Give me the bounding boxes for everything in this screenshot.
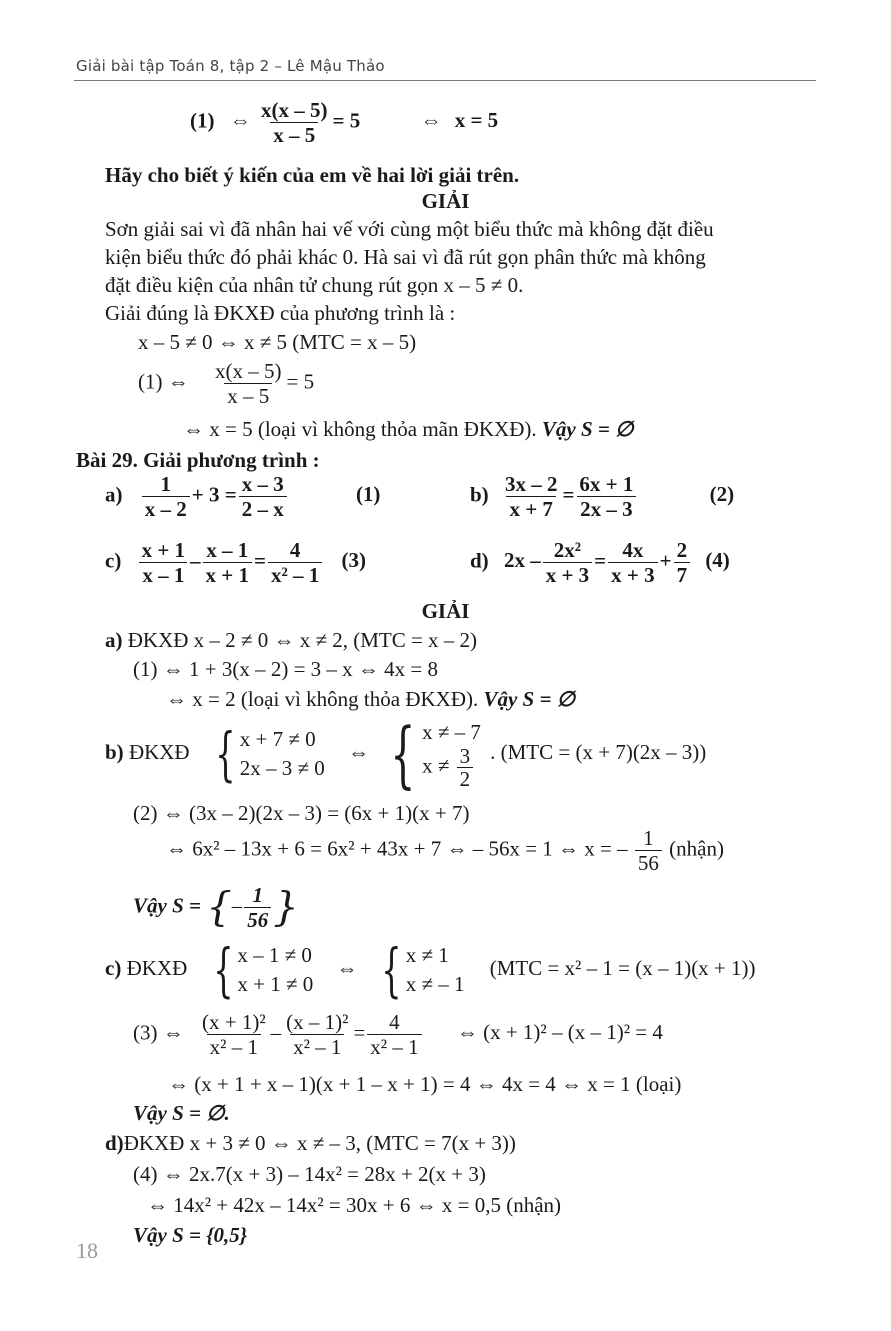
heading-giai-2: GIẢI	[421, 599, 470, 623]
fraction: $\frac{x(x - 5)}{x - 5}$	[261, 98, 328, 147]
sol-c-line-1: c) ĐKXĐ { x – 1 ≠ 0 x + 1 ≠ 0 ⇔ { x ≠ 1 x ≠ – 1 (MTC = x² – 1 = (x – 1)(x + 1))	[105, 936, 756, 1005]
sol-b-line-3: ⇔ 6x² – 13x + 6 = 6x² + 43x + 7 ⇔ – 56x = 1 ⇔ x = – $\frac{1}{56}$ (nhận)	[166, 826, 724, 875]
brace-left-icon: {	[206, 884, 232, 931]
fraction: $\frac{x - 1}{x + 1}$	[203, 538, 252, 587]
paragraph-line: đặt điều kiện của nhân tử chung rút gọn x – 5 ≠ 0.	[105, 273, 524, 297]
fraction: $\frac{3x - 2}{x + 7}$	[504, 472, 558, 521]
system-of-solutions: { x ≠ 1 x ≠ – 1	[381, 936, 465, 1005]
fraction: $\frac{4x}{x + 3}$	[608, 538, 657, 587]
exercise-title: Bài 29. Giải phương trình :	[76, 448, 320, 472]
heading-giai-1: GIẢI	[421, 189, 470, 213]
paragraph-line: kiện biểu thức đó phải khác 0. Hà sai vì đã rút gọn phân thức mà không	[105, 245, 706, 269]
correct-intro: Giải đúng là ĐKXĐ của phương trình là :	[105, 301, 456, 325]
sol-d-line-3: ⇔ 14x² + 42x – 14x² = 30x + 6 ⇔ x = 0,5 (nhận)	[147, 1193, 562, 1217]
sol-b-conclusion: Vậy S = {– $\frac{1}{56}$ }	[133, 883, 299, 932]
fraction: $\frac{1}{56}$	[244, 883, 271, 932]
system-of-conditions: { x – 1 ≠ 0 x + 1 ≠ 0	[212, 936, 314, 1005]
brace-icon: {	[390, 712, 416, 797]
fraction: $\frac{\text{(x + 1)²}}{\text{x² – 1}}$	[202, 1010, 266, 1059]
fraction: $\frac{\text{2x²}}{x + 3}$	[543, 538, 592, 587]
brace-right-icon: }	[273, 884, 299, 931]
problem-a: a) $\frac{1}{x - 2}$ + 3 = $\frac{x - 3}{2 - x}$ (1)	[105, 472, 381, 521]
fraction: $\frac{1}{x - 2}$	[142, 472, 190, 521]
top-equation: (1) ⇔ $\frac{x(x - 5)}{x - 5}$ = 5 ⇔ x = 5	[190, 98, 499, 147]
sol-b-line-2: (2) ⇔ (3x – 2)(2x – 3) = (6x + 1)(x + 7)	[133, 801, 470, 825]
fraction: $\frac{x(x - 5)}{x - 5}$	[215, 359, 282, 408]
problem-d: d) 2x – $\frac{\text{2x²}}{x + 3}$ = $\frac{4x}{x + 3}$ + $\frac{2}{7}$ (4)	[470, 538, 730, 587]
condition-line: x – 5 ≠ 0 ⇔ x ≠ 5 (MTC = x – 5)	[138, 330, 417, 354]
problem-b: b) $\frac{3x - 2}{x + 7}$ = $\frac{6x + 1}{2x - 3}$ (2)	[470, 472, 735, 521]
running-header: Giải bài tập Toán 8, tập 2 – Lê Mậu Thảo	[76, 57, 385, 75]
page-number: 18	[76, 1238, 98, 1263]
brace-icon: {	[215, 720, 236, 789]
system-of-solutions: { x ≠ – 7 x ≠ $\frac{3}{2}$	[390, 712, 481, 797]
sol-b-line-1: b) ĐKXĐ { x + 7 ≠ 0 2x – 3 ≠ 0 ⇔ { x ≠ – 7 x ≠ $\frac{3}{2}$ . (MTC = (x + 7)(2x – 3))	[105, 712, 707, 797]
sol-d-conclusion: Vậy S = {0,5}	[133, 1223, 248, 1247]
brace-icon: {	[381, 936, 402, 1005]
fraction: $\frac{x - 3}{2 - x}$	[239, 472, 287, 521]
header-rule	[74, 80, 816, 81]
system-of-conditions: { x + 7 ≠ 0 2x – 3 ≠ 0	[215, 720, 325, 789]
question: Hãy cho biết ý kiến của em về hai lời giải trên.	[105, 163, 520, 187]
sol-d-line-1: d)ĐKXĐ x + 3 ≠ 0 ⇔ x ≠ – 3, (MTC = 7(x + 3))	[105, 1131, 516, 1155]
sol-c-line-2: (3) ⇔ $\frac{\text{(x + 1)²}}{\text{x² – 1}}$ – $\frac{\text{(x – 1)²}}{\text{x² – 1}}$ = $\frac{4}{\text{x² – 1}}$ ⇔ (x + 1)² – (x – 1)² = 4	[133, 1010, 663, 1059]
sol-a-line-3: ⇔ x = 2 (loại vì không thỏa ĐKXĐ). Vậy S = ∅	[166, 687, 576, 711]
brace-icon: {	[212, 936, 234, 1005]
sol-a-line-1: a) ĐKXĐ x – 2 ≠ 0 ⇔ x ≠ 2, (MTC = x – 2)	[105, 628, 478, 652]
fraction: $\frac{4}{\text{x² – 1}}$	[268, 538, 322, 587]
fraction: $\frac{3}{2}$	[457, 745, 474, 790]
fraction: $\frac{2}{7}$	[674, 538, 691, 587]
fraction: $\frac{\text{(x – 1)²}}{\text{x² – 1}}$	[286, 1010, 349, 1059]
sol-c-line-3: ⇔ (x + 1 + x – 1)(x + 1 – x + 1) = 4 ⇔ 4x = 4 ⇔ x = 1 (loại)	[168, 1072, 682, 1096]
conclusion-1: ⇔ x = 5 (loại vì không thỏa mãn ĐKXĐ). Vậy S = ∅	[183, 417, 634, 441]
fraction: $\frac{x + 1}{x - 1}$	[139, 538, 188, 587]
sol-a-line-2: (1) ⇔ 1 + 3(x – 2) = 3 – x ⇔ 4x = 8	[133, 657, 439, 681]
sol-d-line-2: (4) ⇔ 2x.7(x + 3) – 14x² = 28x + 2(x + 3)	[133, 1162, 486, 1186]
equation-2: (1) ⇔ $\frac{x(x - 5)}{x - 5}$ = 5	[138, 359, 315, 408]
fraction: $\frac{1}{56}$	[635, 826, 662, 875]
sol-c-conclusion: Vậy S = ∅.	[133, 1101, 230, 1125]
problem-c: c) $\frac{x + 1}{x - 1}$ – $\frac{x - 1}{x + 1}$ = $\frac{4}{\text{x² – 1}}$ (3)	[105, 538, 367, 587]
fraction: $\frac{6x + 1}{2x - 3}$	[576, 472, 636, 521]
fraction: $\frac{4}{\text{x² – 1}}$	[367, 1010, 421, 1059]
paragraph-line: Sơn giải sai vì đã nhân hai vế với cùng một biểu thức mà không đặt điều	[105, 217, 714, 241]
